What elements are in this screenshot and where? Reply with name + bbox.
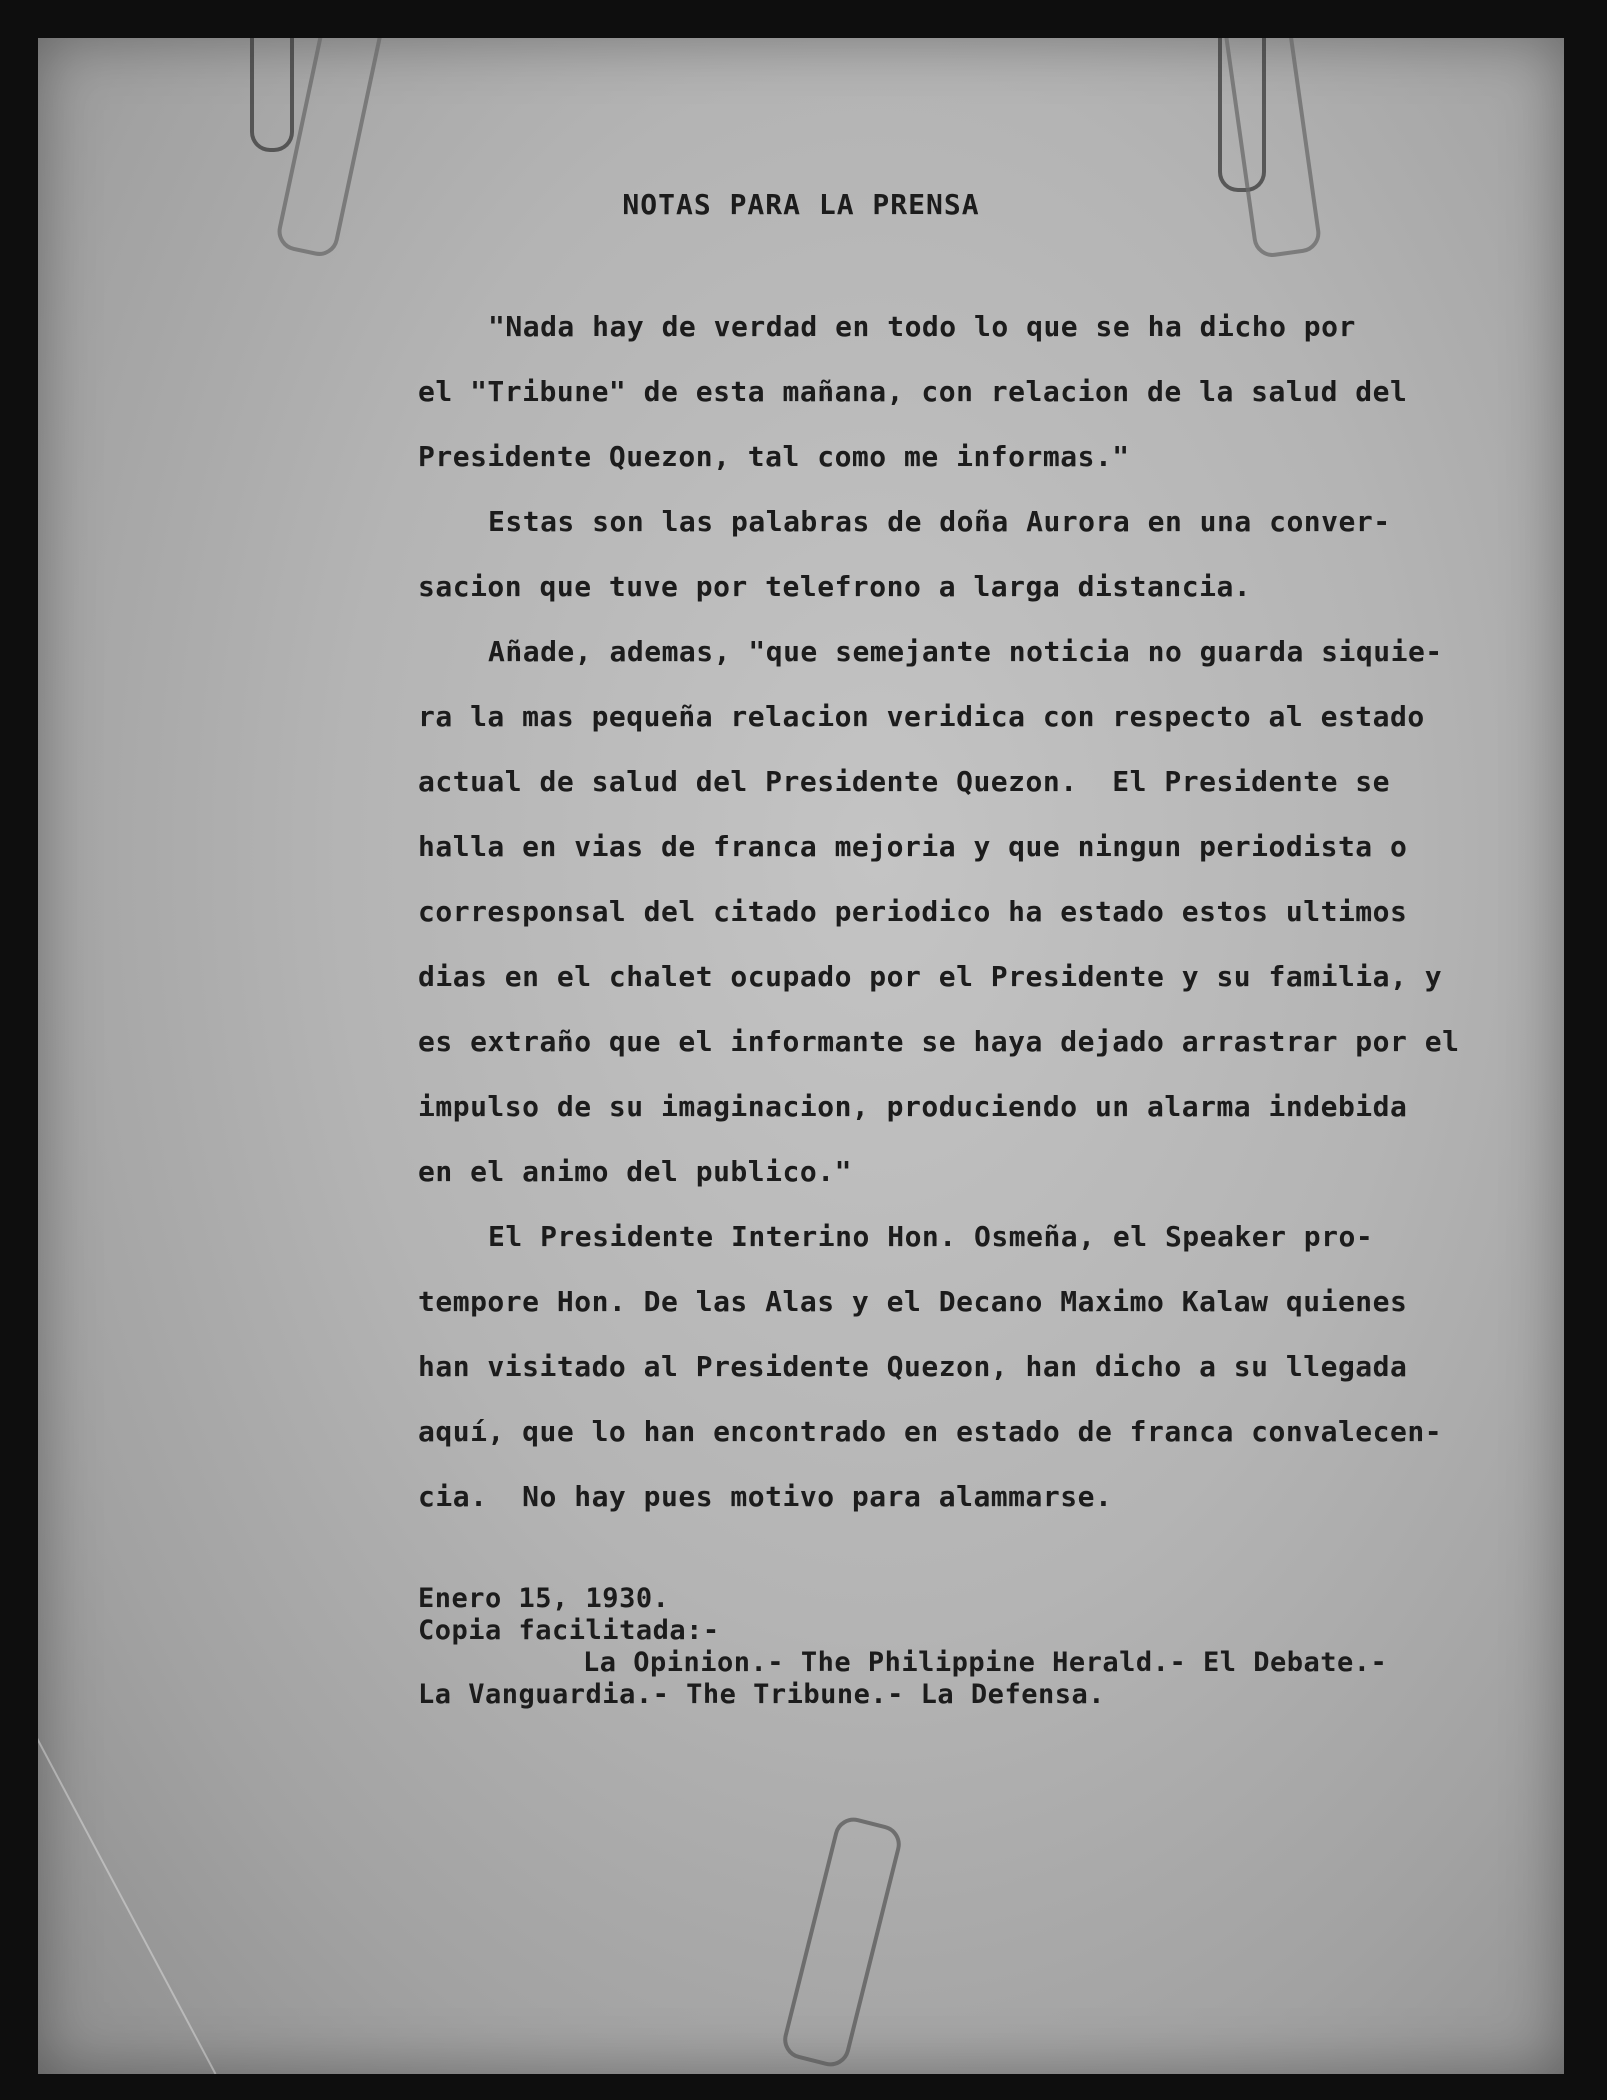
body-line: actual de salud del Presidente Quezon. El Presidente se: [418, 765, 1391, 798]
document-date: Enero 15, 1930.: [418, 1583, 670, 1614]
body-line: sacion que tuve por telefrono a larga distancia.: [418, 570, 1252, 603]
body-line: es extraño que el informante se haya dejado arrastrar por el: [418, 1025, 1460, 1058]
recipients-line: La Vanguardia.- The Tribune.- La Defensa.: [418, 1679, 1105, 1710]
body-line: dias en el chalet ocupado por el Presidente y su familia, y: [418, 960, 1443, 993]
body-line: "Nada hay de verdad en todo lo que se ha dicho por: [488, 310, 1356, 343]
body-line: en el animo del publico.": [418, 1155, 852, 1188]
body-line: El Presidente Interino Hon. Osmeña, el Speaker pro-: [488, 1220, 1374, 1253]
document-title: NOTAS PARA LA PRENSA: [622, 188, 980, 221]
copy-label: Copia facilitada:-: [418, 1615, 720, 1646]
body-line: corresponsal del citado periodico ha estado estos ultimos: [418, 895, 1408, 928]
body-line: cia. No hay pues motivo para alammarse.: [418, 1480, 1113, 1513]
body-line: Estas son las palabras de doña Aurora en una conver-: [488, 505, 1391, 538]
body-line: Añade, ademas, "que semejante noticia no guarda siquie-: [488, 635, 1443, 668]
body-line: han visitado al Presidente Quezon, han dicho a su llegada: [418, 1350, 1408, 1383]
recipients-line: La Opinion.- The Philippine Herald.- El Debate.-: [583, 1647, 1388, 1678]
paper-sheet: [38, 38, 1564, 2074]
paper-fold: [38, 1738, 216, 2074]
body-line: impulso de su imaginacion, produciendo un alarma indebida: [418, 1090, 1408, 1123]
body-line: aquí, que lo han encontrado en estado de franca convalecen-: [418, 1415, 1443, 1448]
body-line: halla en vias de franca mejoria y que ningun periodista o: [418, 830, 1408, 863]
body-line: Presidente Quezon, tal como me informas.": [418, 440, 1130, 473]
body-line: ra la mas pequeña relacion veridica con respecto al estado: [418, 700, 1425, 733]
body-line: el "Tribune" de esta mañana, con relacion de la salud del: [418, 375, 1408, 408]
paper-clip-mark: [779, 1813, 905, 2070]
paper-clip-mark: [250, 38, 294, 152]
body-line: tempore Hon. De las Alas y el Decano Maximo Kalaw quienes: [418, 1285, 1408, 1318]
